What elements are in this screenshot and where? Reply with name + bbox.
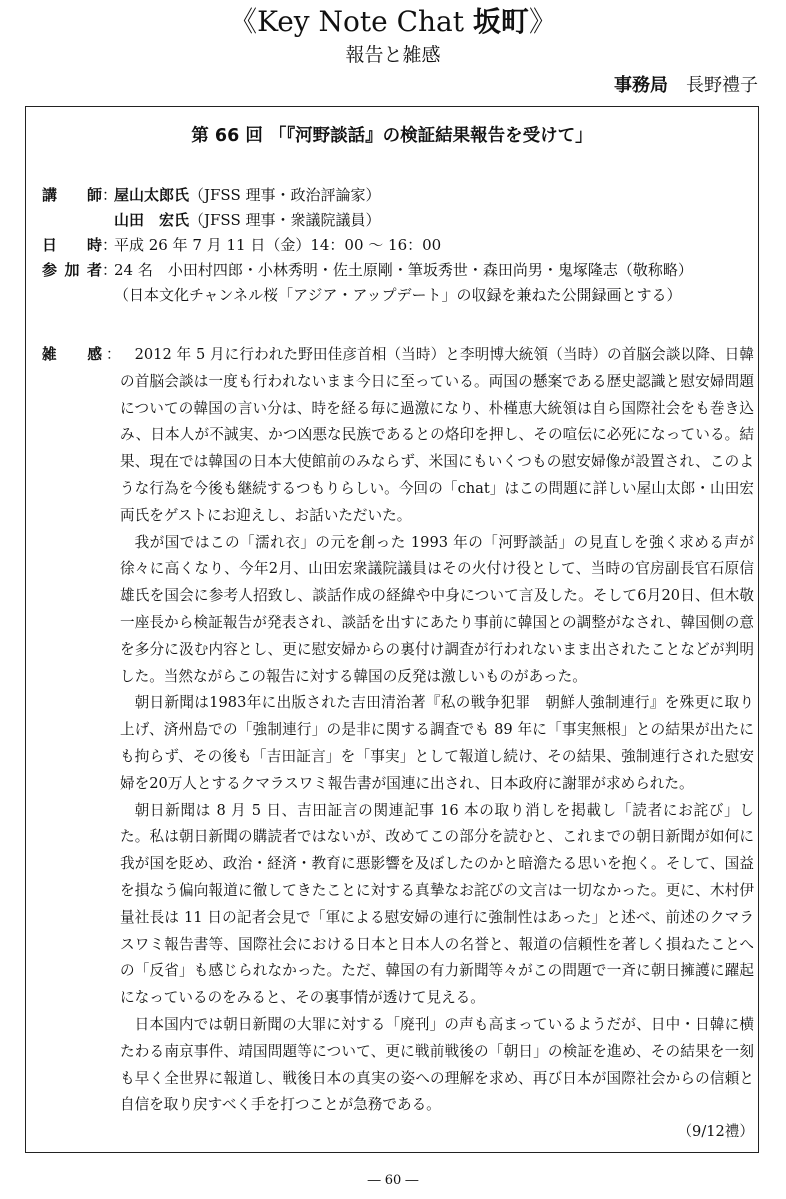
title-name: 坂町 [472, 5, 529, 38]
article-title [0, 4, 786, 40]
paragraph: 日本国内では朝日新聞の大罪に対する「廃刊」の声も高まっているようだが、日中・日韓に横たわる南京事件、靖国問題等について、更に戦前戦後の「朝日」の検証を進め、その結果を一刻も早く全世界に報道し、戦後日本の真実の姿への理解を求め、再び日本が国際社会からの信頼と自信を取り戻すべく手を打つことが急務である。 [120, 1015, 754, 1114]
paragraph: 朝日新聞は1983年に出版された吉田清治著『私の戦争犯罪 朝鮮人強制連行』を殊更に取り上げ、済州島での「強制連行」の是非に関する調査でも 89 年に「事実無根」との結果が出たにも拘らず、その後も「吉田証言」を「事実」として報道し続け、その結果、強制連行された慰安婦を20万人とするクマラスワミ報告書が国連に出され、日本政府に謝罪が求められた。 [120, 694, 754, 792]
session-title: 第 66 回 「『河野談話』の検証結果報告を受けて」 [191, 126, 593, 146]
paragraph: 我が国ではこの「濡れ衣」の元を創った 1993 年の「河野談話」の見直しを強く求める声が徐々に高くなり、今年2月、山田宏衆議院議員はその火付け役として、当時の官房副長官石原信雄氏を国会に参考人招致し、談話作成の経緯や中身について言及した。そして6月20日、但木敬一座長から検証報告が発表され、談話を出すにあたり事前に韓国との調整がなされ、韓国側の意を多分に汲む内容とし、更に慰安婦からの裏付け調査が行われないまま出されたことなどが判明した。当然ながらこの報告に対する韓国の反発は激しいものがあった。 [120, 533, 754, 685]
title-close: 》 [528, 5, 557, 38]
title-open: 《Key Note Chat [229, 5, 473, 38]
meta-section [42, 183, 754, 308]
impressions-body [120, 342, 754, 1146]
lecturer2-name: 山田 宏氏 [114, 211, 190, 229]
author-line [614, 74, 758, 98]
lecturer-row [42, 183, 754, 208]
impressions-section [42, 342, 754, 1146]
impressions-label: 雑 感 [42, 346, 102, 363]
colon: ： [102, 236, 118, 254]
paragraph: 朝日新聞は 8 月 5 日、吉田証言の関連記事 16 本の取り消しを掲載し「読者にお詫び」した。私は朝日新聞の購読者ではないが、改めてこの部分を読むと、これまでの朝日新聞が如何に我が国を貶め、政治・経済・教育に悪影響を及ぼしたのかと暗澹たる思いを抱く。そして、国益を損なう偏向報道に徹してきたことに対する真摯なお詫びの文言は一切なかった。更に、木村伊量社長は 11 日の記者会見で「軍による慰安婦の連行に強制性はあった」と述べ、前述のクマラスワミ報告書等、国際社会における日本と日本人の名誉と、報道の信頼性を著しく損ねたことへの「反省」も感じられなかった。ただ、韓国の有力新聞等々がこの問題で一斉に朝日擁護に躍起になっているのをみると、その裏事情が透けて見える。 [120, 801, 754, 1007]
participants-row [42, 258, 754, 283]
date-row [42, 233, 754, 258]
participants-value: 24 名 小田村四郎・小林秀明・佐土原剛・筆坂秀世・森田尚男・鬼塚隆志（敬称略） [114, 261, 693, 279]
page-number: ― 60 ― [367, 1173, 419, 1188]
signature: （9/12禮） [677, 1123, 754, 1141]
date-value: 平成 26 年 7 月 11 日（金）14：00 〜 16：00 [114, 236, 442, 254]
colon: ： [106, 346, 121, 363]
colon: ： [102, 186, 118, 204]
participants-label: 参加者 [42, 261, 102, 279]
lecturer2-row [42, 208, 754, 233]
participants-note-row [42, 283, 754, 308]
author-org: 事務局 [614, 75, 668, 96]
date-label: 日 時 [42, 236, 102, 254]
article-subtitle: 報告と雑感 [345, 44, 441, 66]
participants-note: （日本文化チャンネル桜「アジア・アップデート」の収録を兼ねた公開録画とする） [114, 286, 682, 304]
lecturer-label: 講 師 [42, 186, 102, 204]
author-name: 長野禮子 [686, 75, 758, 96]
lecturer1-name: 屋山太郎氏 [114, 186, 190, 204]
lecturer1-role: （JFSS 理事・政治評論家） [189, 186, 381, 204]
report-box [25, 106, 759, 1153]
colon: ： [102, 261, 118, 279]
paragraph: 2012 年 5 月に行われた野田佳彦首相（当時）と李明博大統領（当時）の首脳会談以降、日韓の首脳会談は一度も行われないまま今日に至っている。両国の懸案である歴史認識と慰安婦問題についての韓国の言い分は、時を経る毎に過激になり、朴槿恵大統領は自ら国際社会をも巻き込み、日本人が不誠実、かつ凶悪な民族であるとの烙印を押し、その喧伝に必死になっている。結果、現在では韓国の日本大使館前のみならず、米国にもいくつもの慰安婦像が設置され、このような行為を今後も継続するつもりらしい。今回の「chat」はこの問題に詳しい屋山太郎・山田宏両氏をゲストにお迎えし、お話いただいた。 [120, 346, 754, 524]
lecturer2-role: （JFSS 理事・衆議院議員） [189, 211, 381, 229]
